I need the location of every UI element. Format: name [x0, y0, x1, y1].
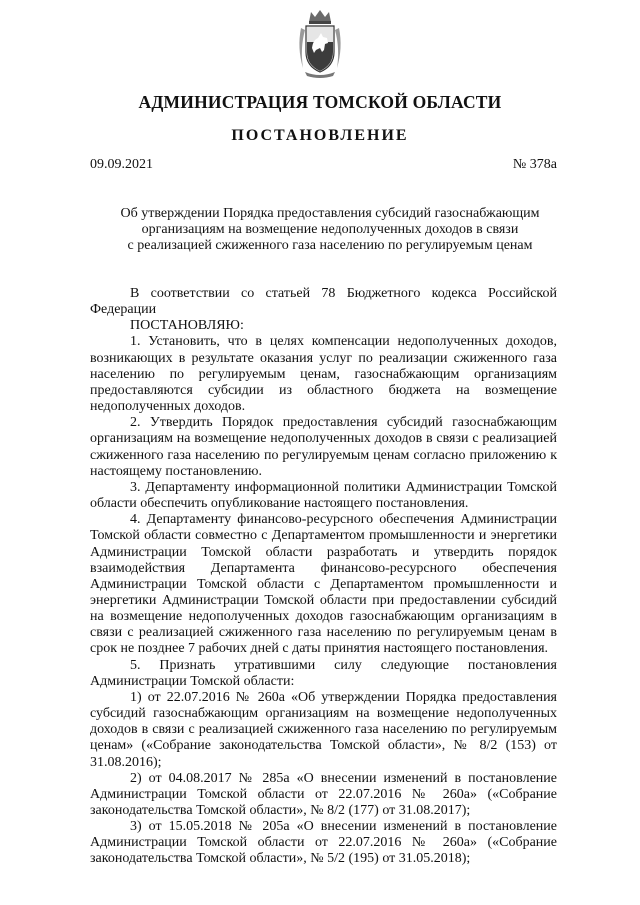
subitem-2: 2) от 04.08.2017 № 285а «О внесении изменений в постановление Администрации Томской области от 22.07.2016 № 260а» («Собрание законодательства Томской области», № 8/2 (177) от 31.08.2017); [90, 770, 557, 818]
resolve-heading: ПОСТАНОВЛЯЮ: [130, 318, 244, 334]
title-line: Об утверждении Порядка предоставления субсидий газоснабжающим [120, 206, 540, 221]
paragraph-2: 2. Утвердить Порядок предоставления субсидий газоснабжающим организациям на возмещение недополученных доходов в связи с реализацией сжиженного газа населению по регулируемым ценам согласно приложению к настоящему постановлению. [90, 415, 557, 479]
coat-of-arms-emblem [297, 8, 343, 78]
document-number: № 378а [512, 157, 557, 172]
title-line: с реализацией сжиженного газа населению по регулируемым ценам [127, 238, 533, 253]
document-body [90, 286, 557, 868]
document-title [110, 206, 550, 254]
document-type: ПОСТАНОВЛЕНИЕ [231, 127, 409, 144]
paragraph-5: 5. Признать утратившими силу следующие постановления Администрации Томской области: [90, 657, 557, 689]
subitem-1: 1) от 22.07.2016 № 260а «Об утверждении Порядка предоставления субсидий газоснабжающим организациям на возмещение недополученных доходов в связи с реализацией сжиженного газа населению по регулируемым ценам» («Собрание законодательства Томской области», № 8/2 (153) от 31.08.2016); [90, 689, 557, 770]
paragraph-3: 3. Департаменту информационной политики Администрации Томской области обеспечить опубликование настоящего постановления. [90, 479, 557, 512]
intro-paragraph: В соответствии со статьей 78 Бюджетного кодекса Российской Федерации [90, 286, 557, 318]
subitem-3: 3) от 15.05.2018 № 205а «О внесении изменений в постановление Администрации Томской области от 22.07.2016 № 260а» («Собрание законодательства Томской области», № 5/2 (195) от 31.05.2018); [90, 819, 557, 867]
paragraph-4: 4. Департаменту финансово-ресурсного обеспечения Администрации Томской области совместно с Департаментом промышленности и энергетики Администрации Томской области разработать и утвердить порядок взаимодействия Департамента финансово-ресурсного обеспечения Администрации Томской области с Департаментом промышленности и энергетики Администрации Томской области при предоставлении субсидий на возмещение недополученных доходов газоснабжающим организациям в связи с реализацией сжиженного газа населению по регулируемым ценам в срок не позднее 7 рабочих дней с даты принятия настоящего постановления. [90, 512, 557, 657]
paragraph-1: 1. Установить, что в целях компенсации недополученных доходов, возникающих в результате оказания услуг по реализации сжиженного газа населению по регулируемым ценам, газоснабжающим организациям предоставляются субсидии из областного бюджета на возмещение недополученных доходов. [90, 334, 557, 415]
document-date: 09.09.2021 [90, 157, 153, 172]
organization-name: АДМИНИСТРАЦИЯ ТОМСКОЙ ОБЛАСТИ [138, 92, 502, 112]
title-line: организациям на возмещение недополученных доходов в связи [141, 222, 519, 237]
